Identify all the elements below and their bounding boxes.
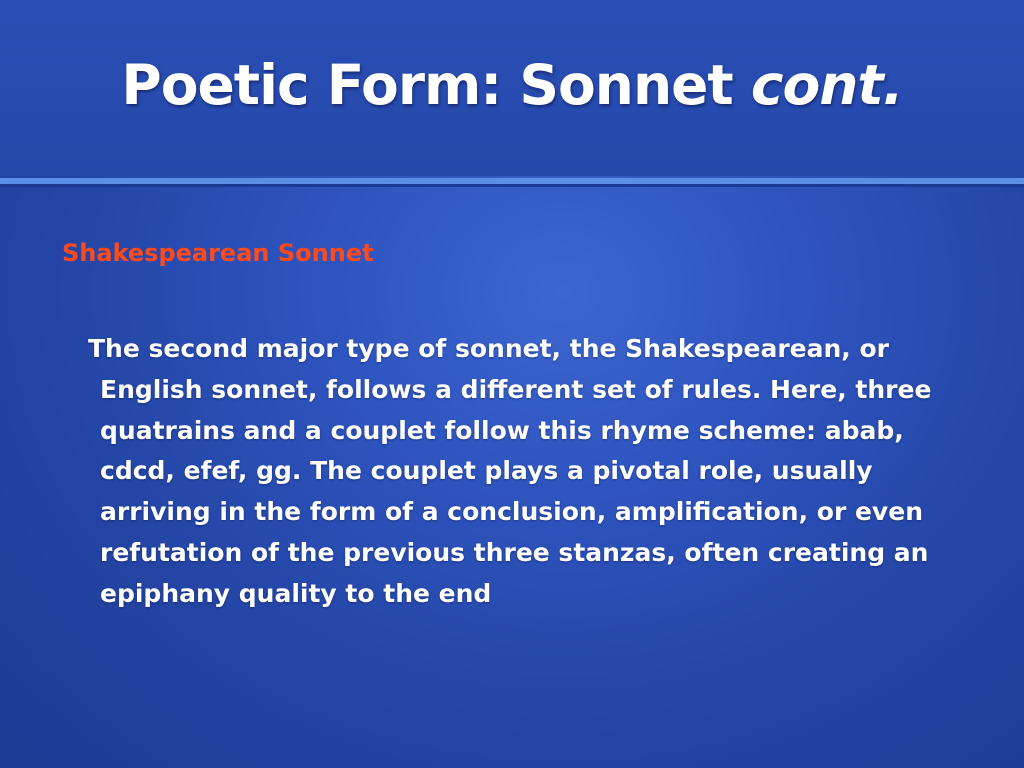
slide-subheading: Shakespearean Sonnet [62,239,374,267]
slide-title-emphasis: cont. [750,53,903,117]
slide-body-text: The second major type of sonnet, the Shakespearean, or English sonnet, follows a different set of rules. Here, three quatrains and a couplet follow this rhyme scheme: abab, cdcd, efef, gg. The couplet plays a pivotal role, usually arriving in the form of a conclusion, amplification, or even refutation of the previous three stanzas, often creating an epiphany quality to the end [88,334,932,608]
slide-title [0,52,1024,118]
title-divider-dark [0,184,1024,187]
slide-title-main: Poetic Form: Sonnet [121,53,751,117]
